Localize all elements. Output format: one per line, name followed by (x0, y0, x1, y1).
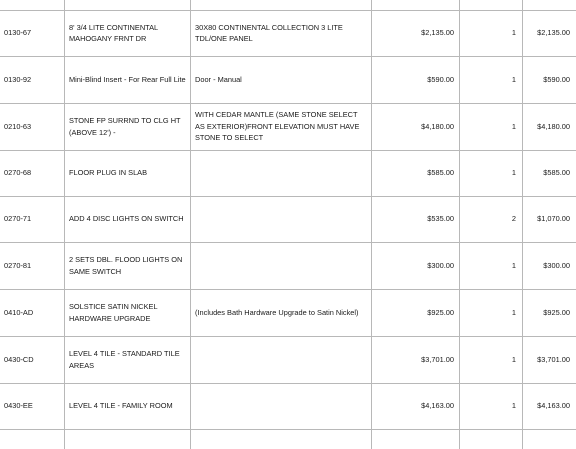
option-total: $585.00 (523, 150, 576, 196)
option-description: 8' 3/4 LITE CONTINENTAL MAHOGANY FRNT DR (65, 10, 191, 56)
option-price: $300.00 (372, 242, 460, 289)
option-code: 0270-68 (0, 150, 65, 196)
option-notes (191, 336, 372, 383)
option-price: $590.00 (372, 56, 460, 103)
option-code: 0410-AD (0, 289, 65, 336)
table-row-continuation-top (0, 0, 576, 10)
option-qty: 1 (460, 56, 523, 103)
option-total: $1,070.00 (523, 196, 576, 242)
option-code: 0130-67 (0, 10, 65, 56)
option-price: $585.00 (372, 150, 460, 196)
option-notes: WITH CEDAR MANTLE (SAME STONE SELECT AS EXTERIOR)FRONT ELEVATION MUST HAVE STONE TO SELECT (191, 103, 372, 150)
option-qty: 1 (460, 289, 523, 336)
option-code: 0210-63 (0, 103, 65, 150)
option-qty: 1 (460, 150, 523, 196)
option-qty: 1 (460, 103, 523, 150)
option-price: $925.00 (372, 289, 460, 336)
option-description: ADD 4 DISC LIGHTS ON SWITCH (65, 196, 191, 242)
option-price: $2,135.00 (372, 10, 460, 56)
option-total: $925.00 (523, 289, 576, 336)
option-price: $3,701.00 (372, 336, 460, 383)
option-code: 0270-71 (0, 196, 65, 242)
option-total: $4,163.00 (523, 383, 576, 429)
option-notes: 30X80 CONTINENTAL COLLECTION 3 LITE TDL/ONE PANEL (191, 10, 372, 56)
table-row (0, 242, 576, 289)
option-qty: 1 (460, 10, 523, 56)
table-row (0, 336, 576, 383)
table-row (0, 56, 576, 103)
table-row (0, 150, 576, 196)
option-code: 0130-92 (0, 56, 65, 103)
option-total: $3,701.00 (523, 336, 576, 383)
option-total: $2,135.00 (523, 10, 576, 56)
option-code: 0430-EE (0, 383, 65, 429)
table-row (0, 10, 576, 56)
option-total: $590.00 (523, 56, 576, 103)
option-code: 0430-CD (0, 336, 65, 383)
option-description: LEVEL 4 TILE - FAMILY ROOM (65, 383, 191, 429)
table-row (0, 103, 576, 150)
option-total: $300.00 (523, 242, 576, 289)
option-price: $4,163.00 (372, 383, 460, 429)
option-qty: 1 (460, 383, 523, 429)
option-notes (191, 150, 372, 196)
option-notes (191, 242, 372, 289)
option-price: $535.00 (372, 196, 460, 242)
table-row-continuation-bottom (0, 429, 576, 449)
option-notes: Door - Manual (191, 56, 372, 103)
table-row (0, 383, 576, 429)
option-description: LEVEL 4 TILE - STANDARD TILE AREAS (65, 336, 191, 383)
option-total: $4,180.00 (523, 103, 576, 150)
option-code: 0270-81 (0, 242, 65, 289)
option-notes (191, 196, 372, 242)
option-description: Mini-Blind Insert - For Rear Full Lite (65, 56, 191, 103)
option-qty: 2 (460, 196, 523, 242)
option-qty: 1 (460, 242, 523, 289)
option-notes: (Includes Bath Hardware Upgrade to Satin Nickel) (191, 289, 372, 336)
option-qty: 1 (460, 336, 523, 383)
option-price: $4,180.00 (372, 103, 460, 150)
option-description: STONE FP SURRND TO CLG HT (ABOVE 12') - (65, 103, 191, 150)
option-description: FLOOR PLUG IN SLAB (65, 150, 191, 196)
option-notes (191, 383, 372, 429)
table-row (0, 289, 576, 336)
option-description: SOLSTICE SATIN NICKEL HARDWARE UPGRADE (65, 289, 191, 336)
table-row (0, 196, 576, 242)
option-description: 2 SETS DBL. FLOOD LIGHTS ON SAME SWITCH (65, 242, 191, 289)
